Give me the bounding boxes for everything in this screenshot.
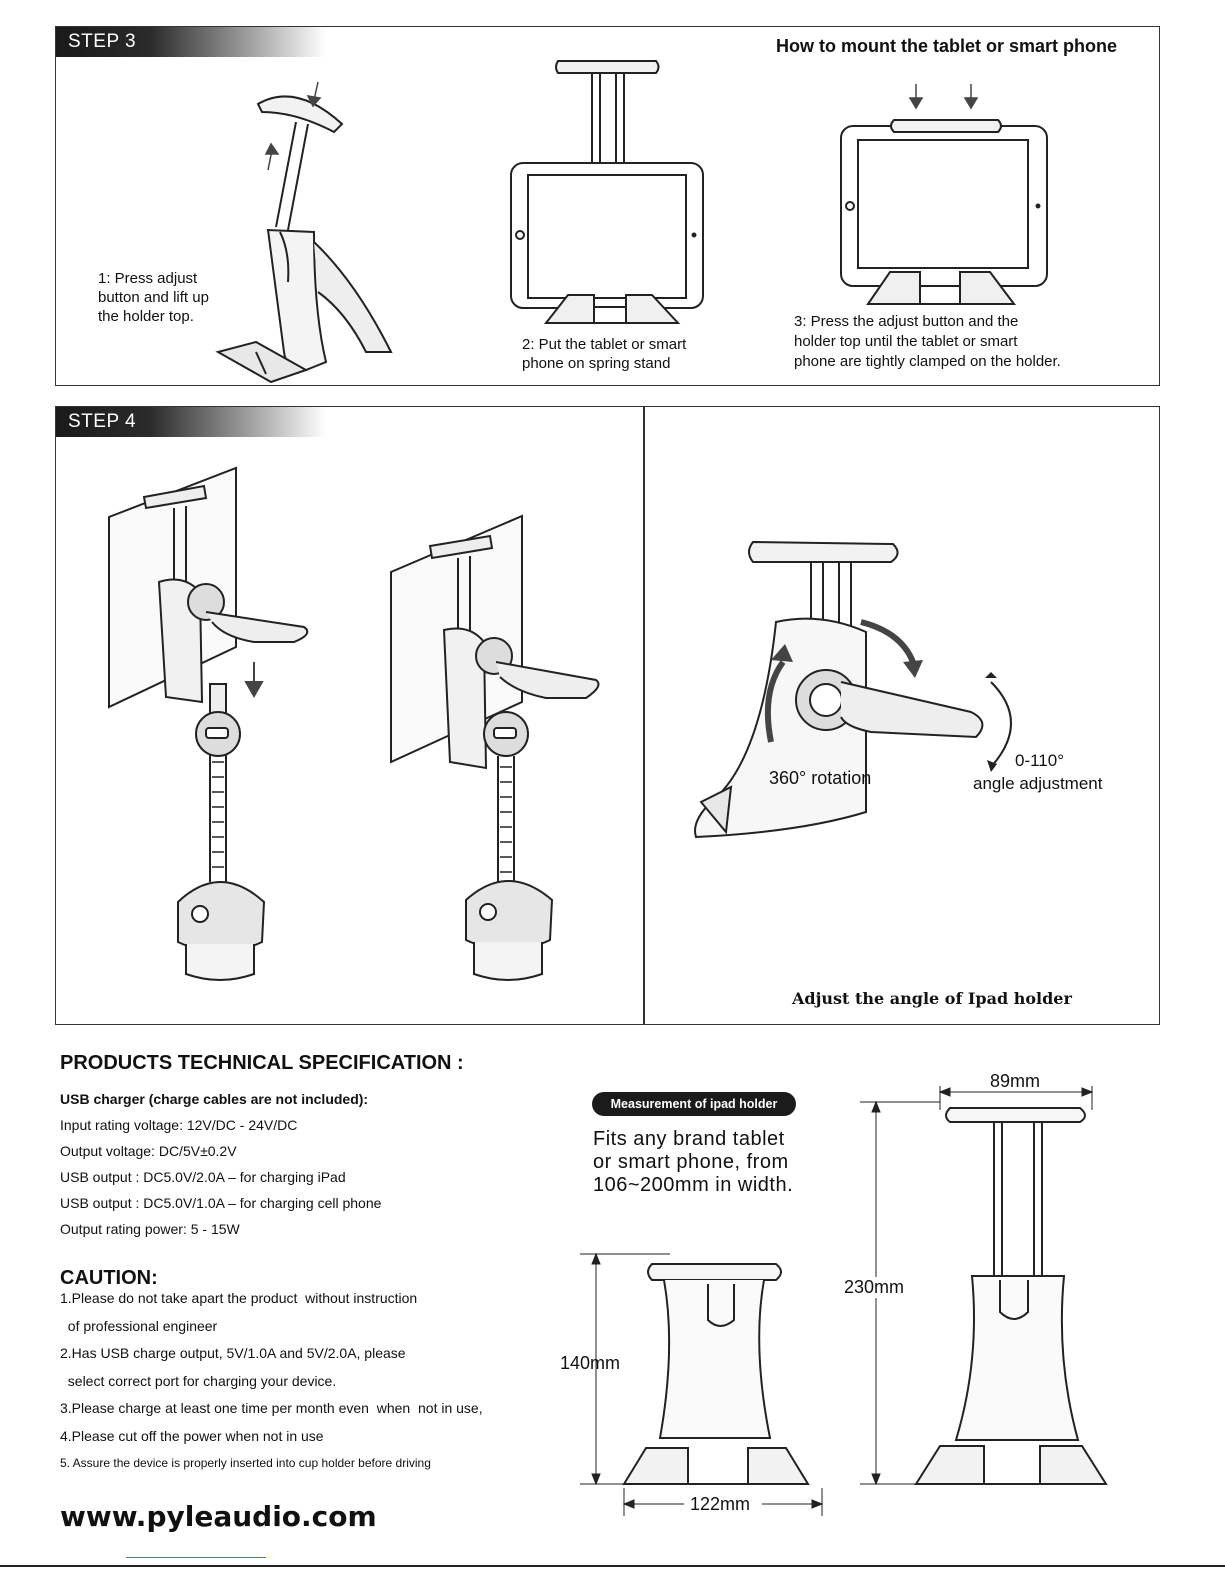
rotation-label: 360° rotation xyxy=(769,768,872,788)
step3-caption-2 xyxy=(522,336,686,374)
caption-2-line: 2: Put the tablet or smart xyxy=(522,336,687,353)
top-width-label: 89mm xyxy=(990,1071,1041,1091)
caution-list xyxy=(60,1285,483,1478)
height-tall-label: 230mm xyxy=(844,1277,905,1297)
step3-tag: STEP 3 xyxy=(56,27,326,57)
base-width-label: 122mm xyxy=(690,1494,751,1514)
spec-item: Output voltage: DC/5V±0.2V xyxy=(60,1143,237,1159)
caption-1-line: button and lift up xyxy=(98,288,209,306)
caution-item: 4.Please cut off the power when not in use xyxy=(60,1427,324,1444)
caption-3-line: holder top until the tablet or smart xyxy=(794,333,1018,350)
caption-1-line: 1: Press adjust xyxy=(98,270,198,287)
caution-item: of professional engineer xyxy=(60,1317,218,1334)
step3-panel xyxy=(55,26,1160,386)
caution-item: 1.Please do not take apart the product without instruction xyxy=(60,1290,418,1306)
step4-divider xyxy=(643,407,645,1024)
tablet-clamped-illustration xyxy=(836,82,1051,312)
link-underline xyxy=(126,1557,266,1558)
spec-list xyxy=(60,1086,381,1242)
measurement-badge: Measurement of ipad holder xyxy=(592,1092,796,1116)
holder-short-dimension-drawing xyxy=(580,1248,840,1520)
spec-item: USB output : DC5.0V/2.0A – for charging iPad xyxy=(60,1169,346,1185)
caption-1-line: the holder top. xyxy=(98,307,194,325)
tablet-on-stand-illustration xyxy=(506,55,716,327)
step3-title: How to mount the tablet or smart phone xyxy=(776,36,1117,56)
page-bottom-rule xyxy=(0,1565,1225,1567)
spec-item: Input rating voltage: 12V/DC - 24V/DC xyxy=(60,1117,298,1133)
holder-lift-illustration xyxy=(196,52,396,382)
gooseneck-mount-exploded-illustration xyxy=(104,462,364,992)
step3-caption-1 xyxy=(98,270,209,326)
step3-caption-3 xyxy=(794,312,1061,372)
spec-item: USB output : DC5.0V/1.0A – for charging cell phone xyxy=(60,1195,382,1211)
fits-line: or smart phone, from xyxy=(593,1151,789,1173)
caution-item: select correct port for charging your device. xyxy=(60,1372,337,1389)
caption-3-line: 3: Press the adjust button and the xyxy=(794,313,1019,330)
caption-2-line: phone on spring stand xyxy=(522,354,671,372)
step4-panel xyxy=(55,406,1160,1025)
rotation-adjust-illustration xyxy=(691,532,1031,852)
caution-item: 3.Please charge at least one time per month even when not in use, xyxy=(60,1400,483,1416)
fits-line: 106~200mm in width. xyxy=(593,1174,794,1196)
height-small-label: 140mm xyxy=(560,1353,621,1373)
gooseneck-mount-assembled-illustration xyxy=(386,512,626,992)
spec-item: Output rating power: 5 - 15W xyxy=(60,1221,240,1237)
fits-description xyxy=(593,1128,793,1197)
spec-heading: PRODUCTS TECHNICAL SPECIFICATION : xyxy=(60,1052,464,1074)
step4-tag: STEP 4 xyxy=(56,407,326,437)
caution-item: 2.Has USB charge output, 5V/1.0A and 5V/2.0A, please xyxy=(60,1345,406,1361)
angle-adjustment-label: angle adjustment xyxy=(973,774,1103,793)
caution-item: 5. Assure the device is properly inserted into cup holder before driving xyxy=(60,1456,431,1470)
website-link[interactable]: www.pyleaudio.com xyxy=(60,1500,377,1533)
angle-range-label: 0-110° xyxy=(1015,751,1065,770)
caption-3-line: phone are tightly clamped on the holder. xyxy=(794,353,1061,370)
spec-item: USB charger (charge cables are not included): xyxy=(60,1091,369,1107)
adjust-angle-title: Adjust the angle of Ipad holder xyxy=(792,989,1072,1008)
caution-heading: CAUTION: xyxy=(60,1267,158,1289)
fits-line: Fits any brand tablet xyxy=(593,1128,785,1150)
